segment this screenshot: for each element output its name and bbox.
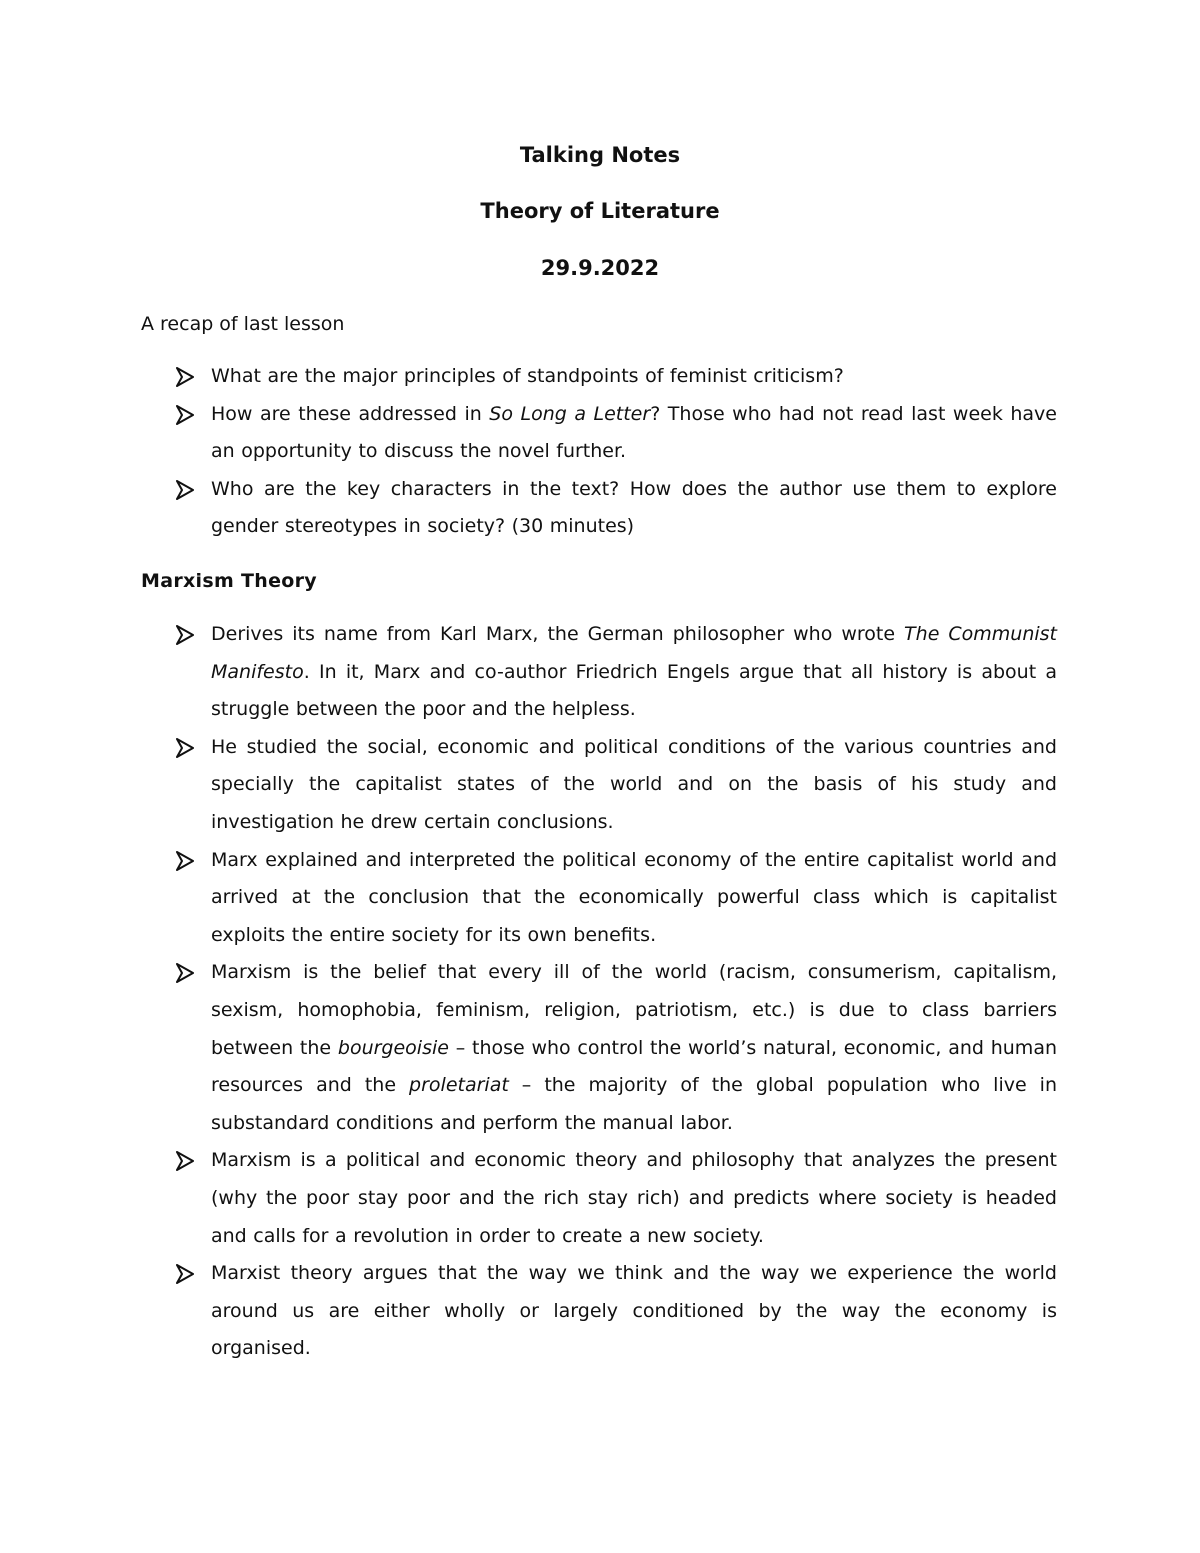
page-title: Talking Notes — [519, 143, 681, 167]
list-item — [0, 358, 1200, 396]
arrow-bullet-icon — [176, 1142, 194, 1180]
list-item-text: Marxism is a political and economic theory and philosophy that analyzes the present (why the poor stay poor and the rich stay rich) and predicts where society is headed and calls for a revolution in order to create a new society. — [211, 1149, 1057, 1247]
lecture-date: 29.9.2022 — [540, 256, 660, 280]
list-item-text: Marxism is the belief that every ill of the world (racism, consumerism, capitalism, sexism, homophobia, feminism, religion, patriotism, etc.) is due to class barriers between the bourgeoisie – those who control the world’s natural, economic, and human resources and the proletariat – the majority of the global population who live in substandard conditions and perform the manual labor. — [211, 961, 1058, 1134]
list-item-text: He studied the social, economic and political conditions of the various countries and specially the capitalist states of the world and on the basis of his study and investigation he drew certain conclusions. — [211, 735, 1057, 833]
book-title: The Communist Manifesto — [211, 623, 1058, 683]
list-item-text: Who are the key characters in the text? How does the author use them to explore gender stereotypes in society? (30 minutes) — [211, 477, 1057, 538]
section-heading-marxism: Marxism Theory — [141, 570, 317, 592]
list-item-text: Marx explained and interpreted the political economy of the entire capitalist world and arrived at the conclusion that the economically powerful class which is capitalist exploits the entire society for its own benefits. — [211, 848, 1057, 946]
arrow-bullet-icon — [176, 1255, 194, 1293]
arrow-bullet-icon — [176, 954, 194, 992]
marxism-list — [0, 616, 1200, 1368]
list-item-text: Derives its name from Karl Marx, the German philosopher who wrote The Communist Manifesto. In it, Marx and co-author Friedrich Engels argue that all history is about a struggle between the poor and the helpless. — [211, 623, 1058, 721]
list-item — [0, 954, 1200, 1142]
list-item — [0, 471, 1200, 546]
book-title: So Long a Letter — [489, 402, 651, 425]
arrow-bullet-icon — [176, 842, 194, 880]
course-title: Theory of Literature — [480, 199, 720, 223]
list-item — [0, 842, 1200, 955]
term-proletariat: proletariat — [409, 1074, 509, 1097]
list-item-text: How are these addressed in So Long a Letter? Those who had not read last week have an opportunity to discuss the novel further. — [211, 402, 1057, 463]
list-item — [0, 1255, 1200, 1368]
arrow-bullet-icon — [176, 396, 194, 434]
arrow-bullet-icon — [176, 616, 194, 654]
arrow-bullet-icon — [176, 729, 194, 767]
list-item-text: What are the major principles of standpoints of feminist criticism? — [211, 365, 844, 387]
list-item — [0, 616, 1200, 729]
term-bourgeoisie: bourgeoisie — [337, 1036, 449, 1059]
recap-list — [0, 358, 1200, 546]
list-item — [0, 1142, 1200, 1255]
list-item — [0, 729, 1200, 842]
arrow-bullet-icon — [176, 471, 194, 509]
list-item-text: Marxist theory argues that the way we think and the way we experience the world around us are either wholly or largely conditioned by the way the economy is organised. — [211, 1262, 1057, 1360]
list-item — [0, 396, 1200, 471]
recap-intro: A recap of last lesson — [141, 313, 345, 335]
arrow-bullet-icon — [176, 358, 194, 396]
